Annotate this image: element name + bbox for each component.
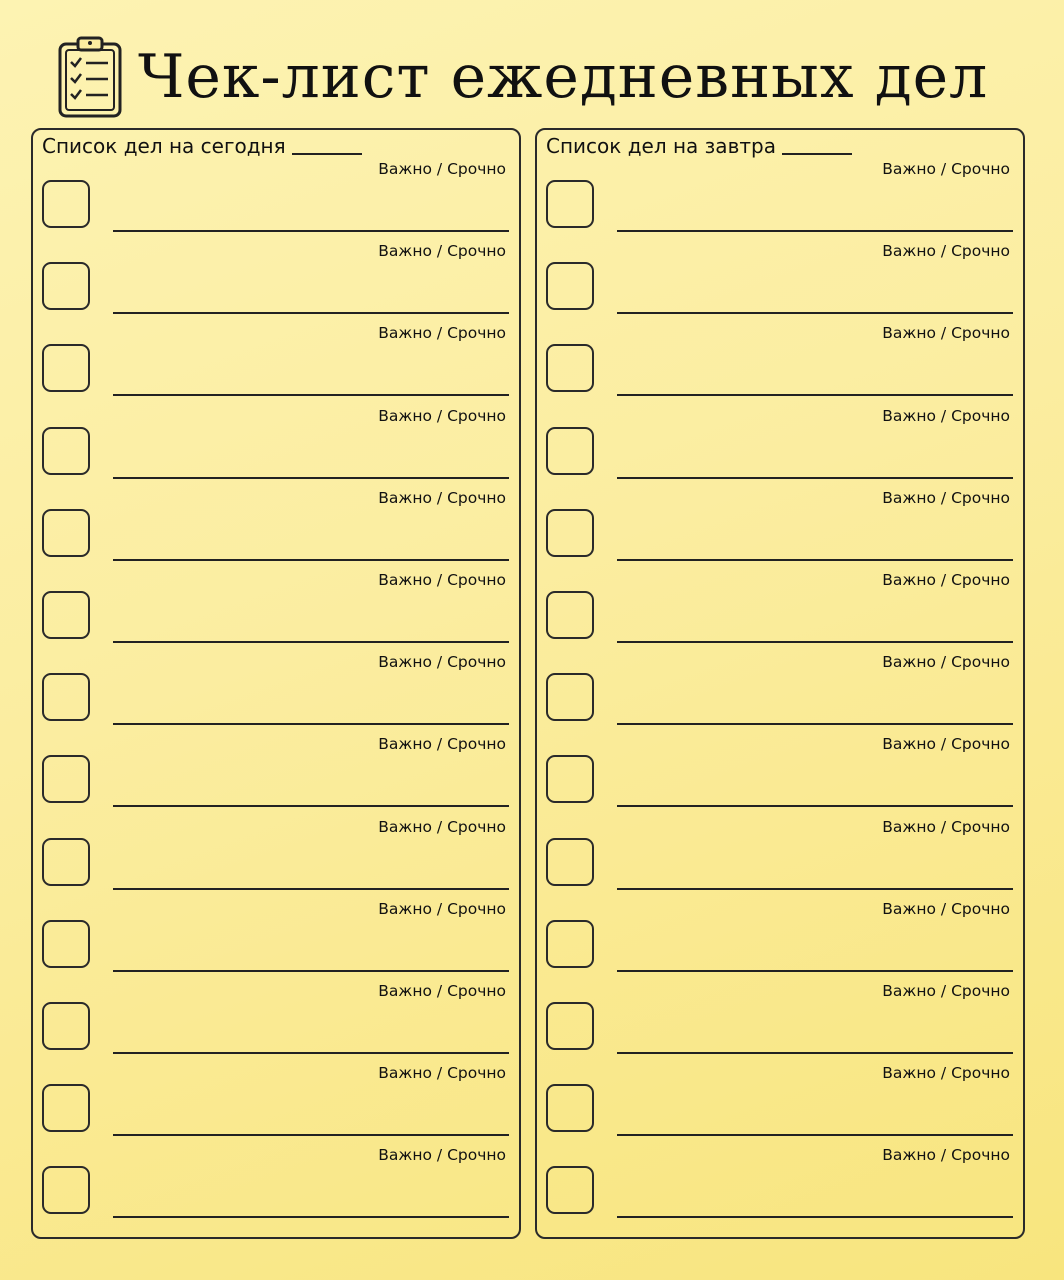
priority-tag[interactable]: Важно / Срочно — [378, 160, 506, 178]
task-line[interactable] — [617, 312, 1013, 314]
task-row — [33, 982, 519, 1064]
task-line[interactable] — [617, 394, 1013, 396]
task-line[interactable] — [617, 805, 1013, 807]
task-line[interactable] — [113, 230, 509, 232]
priority-tag[interactable]: Важно / Срочно — [378, 982, 506, 1000]
task-line[interactable] — [617, 1216, 1013, 1218]
task-checkbox[interactable] — [546, 509, 594, 557]
today-panel — [31, 128, 521, 1239]
task-checkbox[interactable] — [42, 427, 90, 475]
task-row — [537, 1064, 1023, 1146]
task-row — [537, 900, 1023, 982]
task-checkbox[interactable] — [546, 1166, 594, 1214]
task-line[interactable] — [113, 641, 509, 643]
task-checkbox[interactable] — [546, 1084, 594, 1132]
task-row — [537, 489, 1023, 571]
task-line[interactable] — [113, 1134, 509, 1136]
task-checkbox[interactable] — [546, 427, 594, 475]
priority-tag[interactable]: Важно / Срочно — [882, 488, 1010, 507]
task-line[interactable] — [113, 394, 509, 396]
task-checkbox[interactable] — [42, 838, 90, 886]
tomorrow-panel-title — [546, 134, 852, 158]
task-row — [537, 407, 1023, 489]
task-row — [33, 1146, 519, 1228]
task-row — [33, 324, 519, 406]
priority-tag[interactable]: Важно / Срочно — [882, 735, 1010, 754]
task-line[interactable] — [113, 970, 509, 972]
page-header — [56, 34, 988, 120]
task-line[interactable] — [113, 1216, 509, 1218]
task-row — [33, 653, 519, 735]
priority-tag[interactable]: Важно / Срочно — [882, 653, 1010, 672]
task-row — [33, 818, 519, 900]
task-row — [537, 1146, 1023, 1228]
task-row — [537, 818, 1023, 900]
task-row — [537, 653, 1023, 735]
clipboard-checklist-icon — [56, 36, 124, 118]
task-line[interactable] — [617, 1134, 1013, 1136]
task-checkbox[interactable] — [42, 591, 90, 639]
task-checkbox[interactable] — [42, 1002, 90, 1050]
priority-tag[interactable]: Важно / Срочно — [378, 735, 506, 754]
task-row — [537, 735, 1023, 817]
date-blank[interactable] — [782, 152, 852, 155]
task-row — [537, 160, 1023, 242]
task-row — [33, 900, 519, 982]
priority-tag[interactable]: Важно / Срочно — [378, 571, 506, 589]
priority-tag[interactable]: Важно / Срочно — [882, 160, 1010, 178]
tomorrow-panel — [535, 128, 1025, 1239]
task-checkbox[interactable] — [42, 509, 90, 557]
task-row — [537, 242, 1023, 324]
task-line[interactable] — [617, 723, 1013, 725]
priority-tag[interactable]: Важно / Срочно — [882, 324, 1010, 343]
task-row — [33, 489, 519, 571]
priority-tag[interactable]: Важно / Срочно — [882, 899, 1010, 918]
task-checkbox[interactable] — [42, 180, 90, 228]
today-title-text: Список дел на сегодня — [42, 134, 286, 158]
task-row — [33, 735, 519, 817]
task-line[interactable] — [113, 805, 509, 807]
page-title: Чек-лист ежедневных дел — [138, 42, 989, 112]
priority-tag[interactable]: Важно / Срочно — [378, 406, 506, 425]
task-checkbox[interactable] — [42, 344, 90, 392]
task-row — [33, 1064, 519, 1146]
priority-tag[interactable]: Важно / Срочно — [378, 653, 506, 672]
task-row — [33, 571, 519, 653]
task-line[interactable] — [617, 477, 1013, 479]
priority-tag[interactable]: Важно / Срочно — [378, 324, 506, 343]
task-row — [33, 407, 519, 489]
task-checkbox[interactable] — [546, 920, 594, 968]
priority-tag[interactable]: Важно / Срочно — [882, 982, 1010, 1000]
task-checkbox[interactable] — [546, 262, 594, 310]
task-line[interactable] — [113, 888, 509, 890]
task-line[interactable] — [113, 312, 509, 314]
task-checkbox[interactable] — [42, 920, 90, 968]
task-line[interactable] — [113, 723, 509, 725]
today-panel-title — [42, 134, 362, 158]
task-row — [537, 324, 1023, 406]
tomorrow-title-text: Список дел на завтра — [546, 134, 776, 158]
date-blank[interactable] — [292, 152, 362, 155]
priority-tag[interactable]: Важно / Срочно — [882, 571, 1010, 589]
task-checkbox[interactable] — [546, 1002, 594, 1050]
task-line[interactable] — [617, 888, 1013, 890]
priority-tag[interactable]: Важно / Срочно — [378, 242, 506, 261]
priority-tag[interactable]: Важно / Срочно — [882, 242, 1010, 261]
priority-tag[interactable]: Важно / Срочно — [882, 1146, 1010, 1165]
task-checkbox[interactable] — [42, 755, 90, 803]
task-checkbox[interactable] — [546, 344, 594, 392]
task-line[interactable] — [113, 477, 509, 479]
task-line[interactable] — [617, 230, 1013, 232]
task-checkbox[interactable] — [546, 673, 594, 721]
task-checkbox[interactable] — [546, 755, 594, 803]
priority-tag[interactable]: Важно / Срочно — [378, 1064, 506, 1083]
priority-tag[interactable]: Важно / Срочно — [378, 899, 506, 918]
task-row — [537, 982, 1023, 1064]
task-line[interactable] — [617, 641, 1013, 643]
task-checkbox[interactable] — [42, 262, 90, 310]
task-checkbox[interactable] — [42, 673, 90, 721]
priority-tag[interactable]: Важно / Срочно — [882, 817, 1010, 836]
task-line[interactable] — [113, 559, 509, 561]
task-checkbox[interactable] — [42, 1166, 90, 1214]
task-row — [537, 571, 1023, 653]
priority-tag[interactable]: Важно / Срочно — [378, 1146, 506, 1165]
task-checkbox[interactable] — [42, 1084, 90, 1132]
task-row — [33, 160, 519, 242]
task-line[interactable] — [617, 970, 1013, 972]
priority-tag[interactable]: Важно / Срочно — [882, 1064, 1010, 1083]
task-line[interactable] — [113, 1052, 509, 1054]
priority-tag[interactable]: Важно / Срочно — [378, 817, 506, 836]
priority-tag[interactable]: Важно / Срочно — [882, 406, 1010, 425]
task-checkbox[interactable] — [546, 180, 594, 228]
task-line[interactable] — [617, 559, 1013, 561]
priority-tag[interactable]: Важно / Срочно — [378, 488, 506, 507]
task-row — [33, 242, 519, 324]
task-line[interactable] — [617, 1052, 1013, 1054]
task-checkbox[interactable] — [546, 838, 594, 886]
task-checkbox[interactable] — [546, 591, 594, 639]
